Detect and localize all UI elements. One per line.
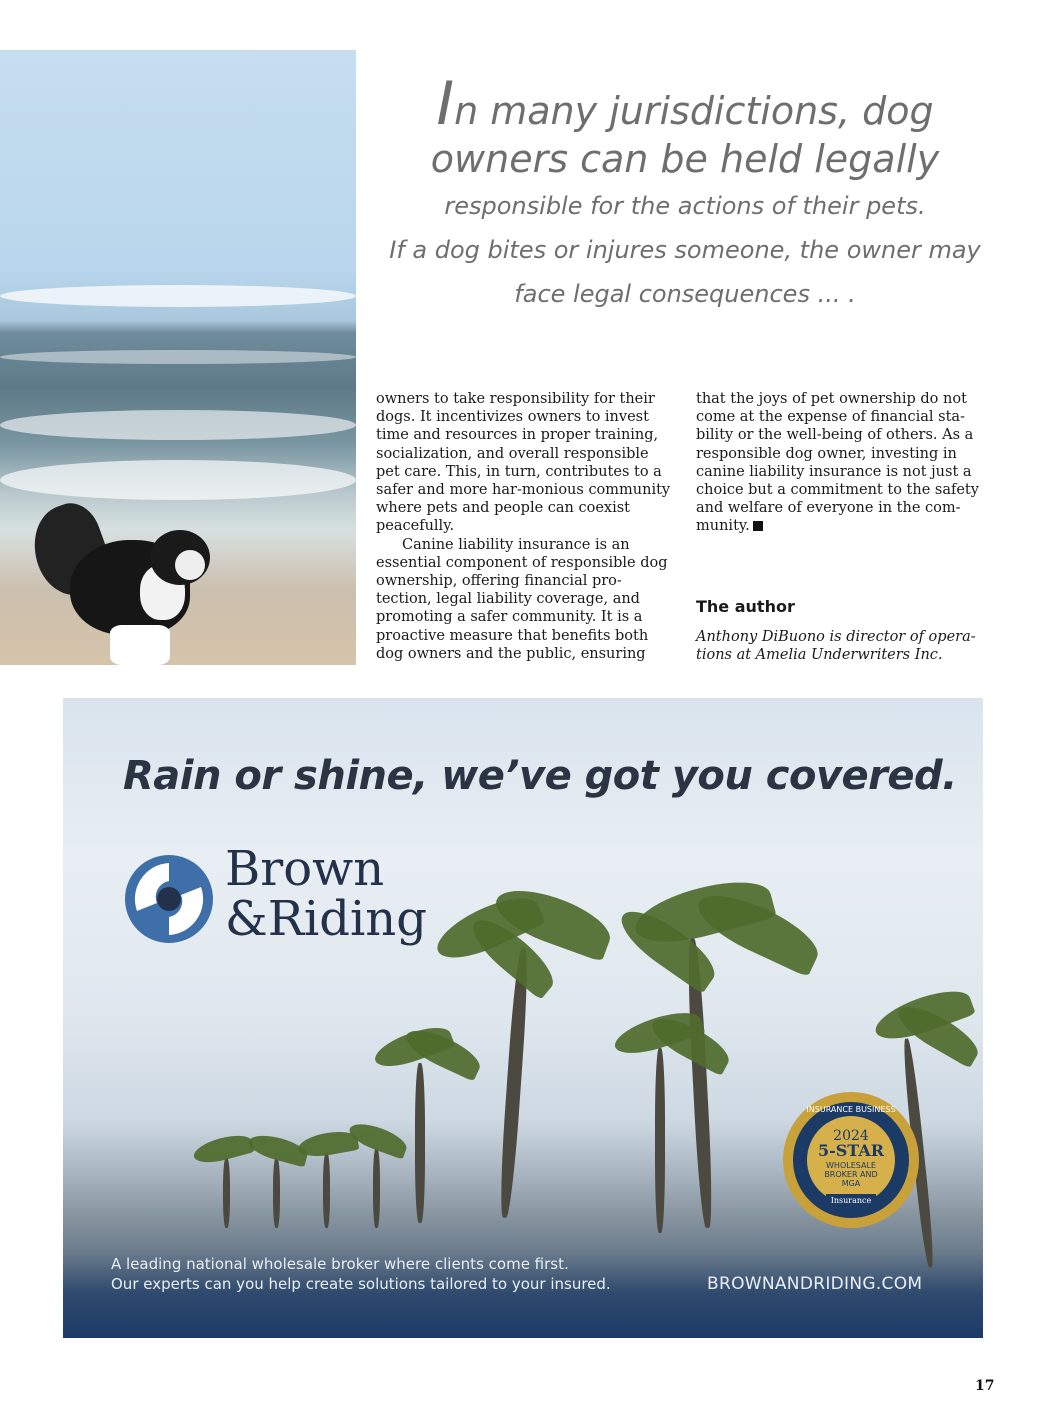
brown-riding-logo-icon xyxy=(123,853,215,945)
pull-quote-line-1-text: n many jurisdictions, dog xyxy=(454,89,934,133)
dog-beach-photo xyxy=(0,50,356,665)
ad-tagline-line-1: A leading national wholesale broker where clients come first. xyxy=(111,1255,569,1273)
brown-riding-advertisement[interactable] xyxy=(63,698,983,1338)
logo-line-1: Brown xyxy=(225,841,385,897)
page-number: 17 xyxy=(975,1378,995,1394)
dog-face xyxy=(175,550,205,580)
ad-tagline-line-2: Our experts can you help create solutions tailored to your insured. xyxy=(111,1275,611,1293)
pull-quote-line-3: responsible for the actions of their pets. xyxy=(444,192,926,220)
badge-ring-text: INSURANCE BUSINESS xyxy=(806,1105,896,1114)
pull-quote-line-4: If a dog bites or injures someone, the owner may xyxy=(389,236,981,264)
end-mark-icon xyxy=(753,521,763,531)
article-paragraph xyxy=(696,390,996,536)
dog-legs xyxy=(110,625,170,665)
badge-line-2: BROKER AND xyxy=(824,1170,878,1179)
pull-quote-line-5: face legal consequences ... . xyxy=(514,280,856,308)
pull-quote-dropcap: I xyxy=(436,69,455,139)
logo-wordmark xyxy=(225,841,427,947)
badge-year: 2024 xyxy=(833,1128,869,1144)
award-badge-icon xyxy=(781,1090,921,1230)
wave xyxy=(0,285,356,307)
author-bio: Anthony DiBuono is director of opera-tions at Amelia Underwriters Inc. xyxy=(696,629,976,664)
wave xyxy=(0,460,356,500)
badge-line-3: MGA xyxy=(841,1179,861,1188)
logo-line-2: &Riding xyxy=(225,891,427,947)
badge-line-1: WHOLESALE xyxy=(826,1161,876,1170)
article-paragraph: owners to take responsibility for their dogs. It incentivizes owners to invest time and resources in proper training, socialization, and overall responsible pet care. This, in turn, contributes to a safer and more har-monious community where pets and people can coexist peacefully. xyxy=(376,391,671,535)
article-paragraph-text: that the joys of pet ownership do not come at the expense of financial sta-bility or the well-being of others. As a responsible dog owner, investing in canine liability insurance is not just a choice but a commitment to the safety and welfare of everyone in the com-munity. xyxy=(696,391,979,535)
ad-tagline xyxy=(111,1254,611,1294)
ad-headline: Rain or shine, we’ve got you covered. xyxy=(123,753,957,799)
wave xyxy=(0,350,356,364)
author-heading: The author xyxy=(696,597,795,616)
article-left-column xyxy=(376,390,676,663)
pull-quote-line-2: owners can be held legally xyxy=(430,137,940,181)
article-paragraph: Canine liability insurance is an essential component of responsible dog ownership, offering financial pro-tection, legal liability coverage, and promoting a safer community. It is a proactive measure that benefits both dog owners and the public, ensuring xyxy=(376,536,668,662)
wave xyxy=(0,410,356,440)
pull-quote xyxy=(375,69,995,315)
badge-stars: 5-STAR xyxy=(817,1141,885,1160)
pull-quote-line-1 xyxy=(375,69,995,139)
ad-website-link[interactable]: BROWNANDRIDING.COM xyxy=(707,1274,923,1294)
article-right-column xyxy=(696,390,996,536)
badge-brand: Insurance xyxy=(830,1196,872,1205)
